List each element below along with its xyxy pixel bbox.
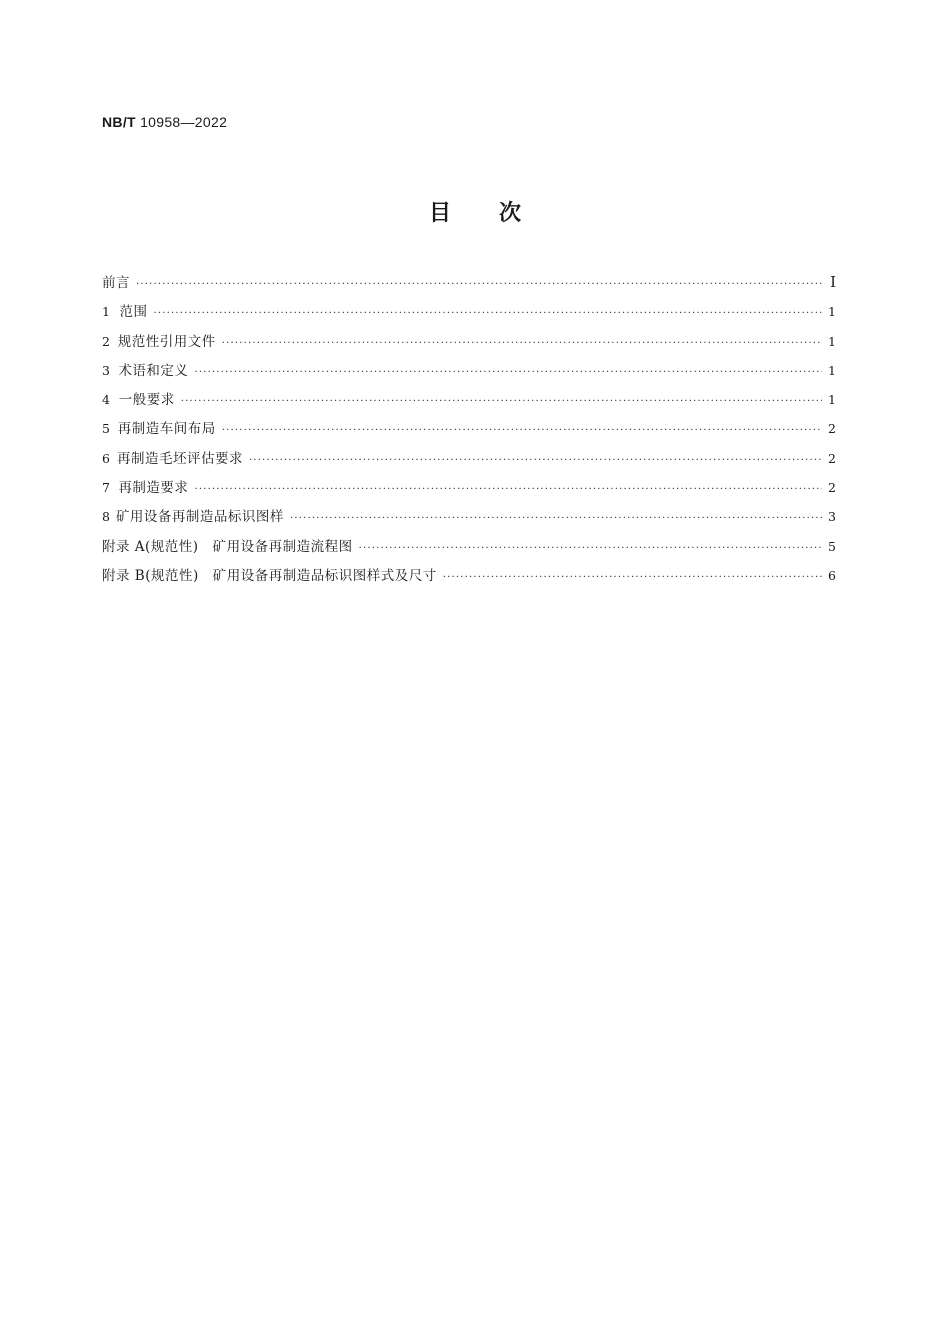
- toc-entry-identification-pattern[interactable]: [102, 505, 836, 534]
- toc-entry-page: 1: [828, 362, 836, 378]
- toc-entry-page: Ⅰ: [830, 273, 836, 291]
- standard-code: [102, 114, 227, 130]
- toc-entry-title: 术语和定义: [118, 362, 189, 379]
- toc-entry-terms-definitions[interactable]: [102, 359, 836, 388]
- toc-heading: [0, 196, 950, 227]
- toc-entry-number: 8: [102, 509, 110, 525]
- toc-entry-title: 范围: [119, 304, 148, 321]
- toc-leader-dots: [290, 513, 822, 524]
- toc-entry-normative-references[interactable]: [102, 330, 836, 359]
- toc-entry-page: 2: [828, 480, 836, 496]
- toc-entry-page: 3: [828, 509, 836, 525]
- toc-entry-remanufacturing-requirements[interactable]: [102, 476, 836, 505]
- toc-entry-page: 1: [828, 304, 836, 320]
- toc-entry-scope[interactable]: [102, 300, 836, 329]
- toc-leader-dots: [359, 543, 822, 554]
- toc-leader-dots: [181, 396, 822, 407]
- toc-entry-page: 6: [828, 567, 836, 583]
- toc-entry-appendix-b[interactable]: [102, 564, 836, 593]
- toc-entry-number: 5: [102, 421, 110, 437]
- toc-entry-appendix-a[interactable]: [102, 535, 836, 564]
- toc-entry-number: 2: [102, 333, 110, 349]
- toc-entry-page: 2: [828, 450, 836, 466]
- toc-entry-title: 再制造要求: [118, 480, 189, 497]
- table-of-contents: [102, 271, 836, 593]
- toc-entry-number: 6: [102, 450, 110, 466]
- toc-entry-title: 附录 A(规范性) 矿用设备再制造流程图: [102, 538, 353, 555]
- toc-entry-foreword[interactable]: [102, 271, 836, 300]
- toc-entry-number: 1: [102, 304, 110, 320]
- toc-leader-dots: [249, 455, 822, 466]
- toc-leader-dots: [194, 484, 822, 495]
- toc-entry-page: 1: [828, 392, 836, 408]
- toc-entry-title: 再制造车间布局: [117, 421, 216, 438]
- toc-entry-title: 前言: [102, 275, 130, 291]
- toc-entry-page: 5: [828, 538, 836, 554]
- toc-entry-title: 规范性引用文件: [117, 333, 216, 350]
- toc-entry-number: 4: [102, 392, 110, 408]
- toc-entry-general-requirements[interactable]: [102, 388, 836, 417]
- toc-leader-dots: [443, 572, 822, 583]
- toc-entry-title: 再制造毛坯评估要求: [117, 450, 243, 467]
- toc-leader-dots: [222, 425, 822, 436]
- standard-prefix: NB/T: [102, 114, 136, 130]
- toc-entry-number: 7: [102, 480, 110, 496]
- toc-entry-title: 矿用设备再制造品标识图样: [115, 509, 284, 526]
- toc-leader-dots: [154, 308, 822, 319]
- toc-entry-page: 1: [828, 333, 836, 349]
- toc-leader-dots: [222, 338, 822, 349]
- toc-heading-char-2: 次: [499, 201, 522, 226]
- standard-number: 10958—2022: [140, 114, 228, 130]
- toc-entry-title: 附录 B(规范性) 矿用设备再制造品标识图样式及尺寸: [102, 567, 437, 584]
- toc-entry-blank-assessment[interactable]: [102, 447, 836, 476]
- toc-entry-number: 3: [102, 362, 110, 378]
- toc-entry-title: 一般要求: [118, 392, 175, 409]
- toc-entry-page: 2: [828, 421, 836, 437]
- toc-entry-workshop-layout[interactable]: [102, 417, 836, 446]
- toc-heading-char-1: 目: [428, 201, 451, 226]
- toc-leader-dots: [194, 367, 822, 378]
- toc-leader-dots: [136, 279, 822, 290]
